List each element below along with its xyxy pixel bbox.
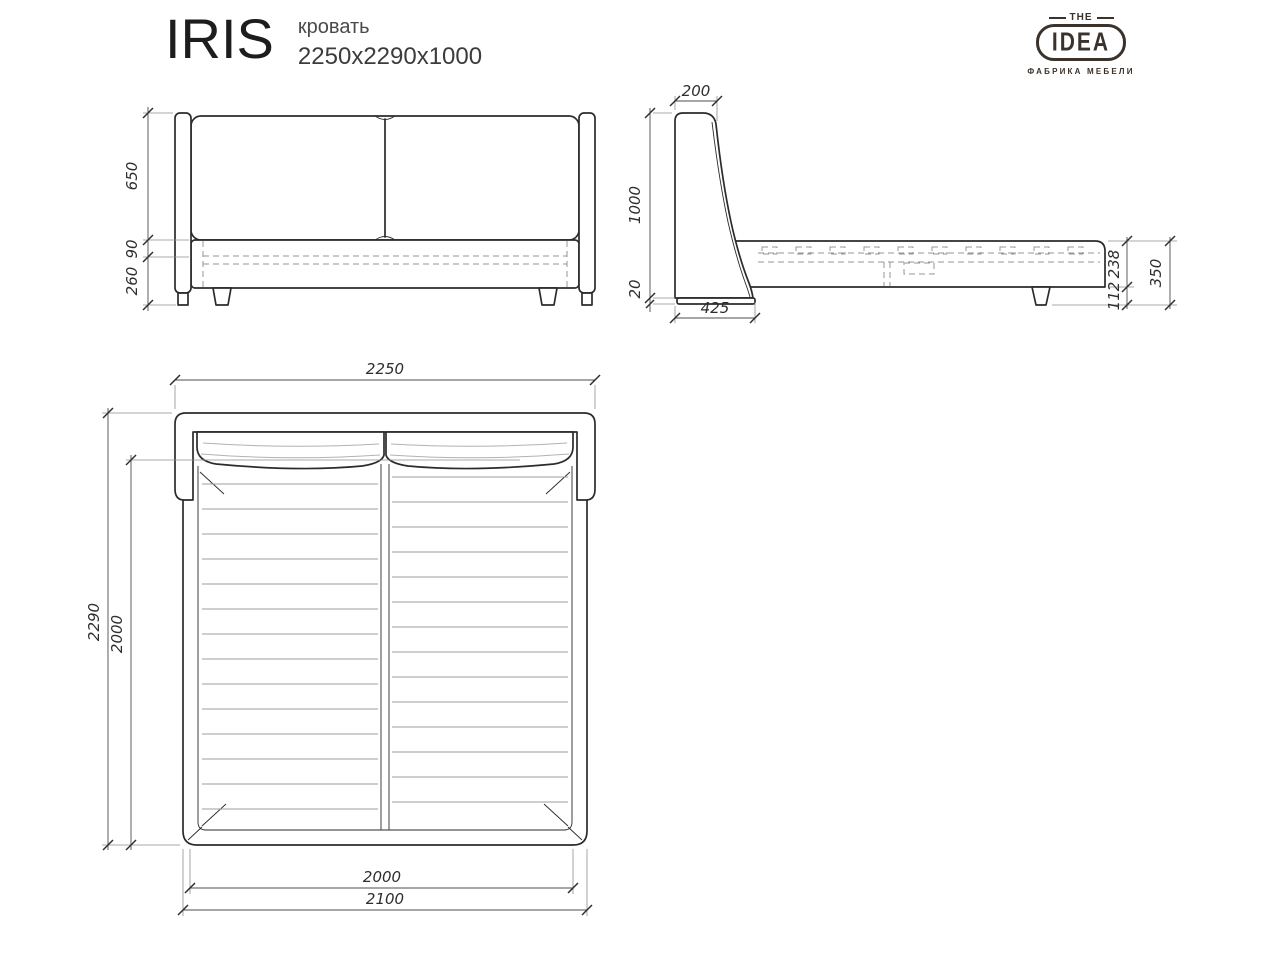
- logo-idea-text: IDEA: [1051, 27, 1111, 57]
- product-overall-size: 2250x2290x1000: [297, 43, 483, 70]
- plan-right-cushion: [386, 432, 573, 469]
- dim-side-overall-height: 1000: [626, 185, 644, 225]
- logo-the-text: THE: [1069, 12, 1093, 23]
- side-leg: [1032, 287, 1050, 305]
- title-block: [165, 7, 483, 71]
- logo-rule-left: [1049, 17, 1066, 19]
- logo-top-row: [1026, 12, 1136, 23]
- logo-badge: [1036, 24, 1126, 61]
- dim-side-base-depth: 425: [700, 299, 730, 317]
- dim-front-rail-reveal: 90: [123, 239, 141, 259]
- front-left-post: [175, 113, 191, 293]
- logo-rule-right: [1097, 17, 1114, 19]
- dim-plan-overall-depth: 2290: [85, 602, 103, 642]
- side-frame: [712, 241, 1105, 287]
- dim-side-leg-height: 112: [1105, 281, 1123, 311]
- product-subtitle: [298, 12, 482, 71]
- plan-platform-outer: [183, 455, 587, 845]
- dim-side-platform-height: 350: [1147, 258, 1165, 288]
- dim-side-frame-height: 238: [1105, 249, 1123, 279]
- dim-plan-bed-width: 2000: [362, 868, 402, 886]
- brand-logo: [1026, 12, 1136, 76]
- front-left-post-foot: [178, 293, 188, 305]
- logo-tagline: ФАБРИКА МЕБЕЛИ: [1027, 67, 1135, 76]
- dim-side-top-depth: 200: [681, 82, 711, 100]
- front-right-post-foot: [582, 293, 592, 305]
- dim-side-base-plate: 20: [626, 279, 644, 299]
- product-name: IRIS: [165, 7, 274, 70]
- front-right-leg: [539, 288, 557, 305]
- dim-front-headboard-height: 650: [123, 161, 141, 191]
- dim-front-base-height: 260: [123, 266, 141, 296]
- plan-left-cushion: [197, 432, 384, 469]
- front-right-post: [579, 113, 595, 293]
- side-view: [626, 82, 1177, 323]
- plan-view: [85, 360, 600, 916]
- dim-plan-frame-outer-width: 2100: [365, 890, 405, 908]
- product-type: кровать: [297, 16, 370, 38]
- front-left-leg: [213, 288, 231, 305]
- dim-plan-overall-width: 2250: [365, 360, 405, 378]
- front-view: [123, 107, 595, 311]
- dim-plan-bed-length: 2000: [108, 614, 126, 654]
